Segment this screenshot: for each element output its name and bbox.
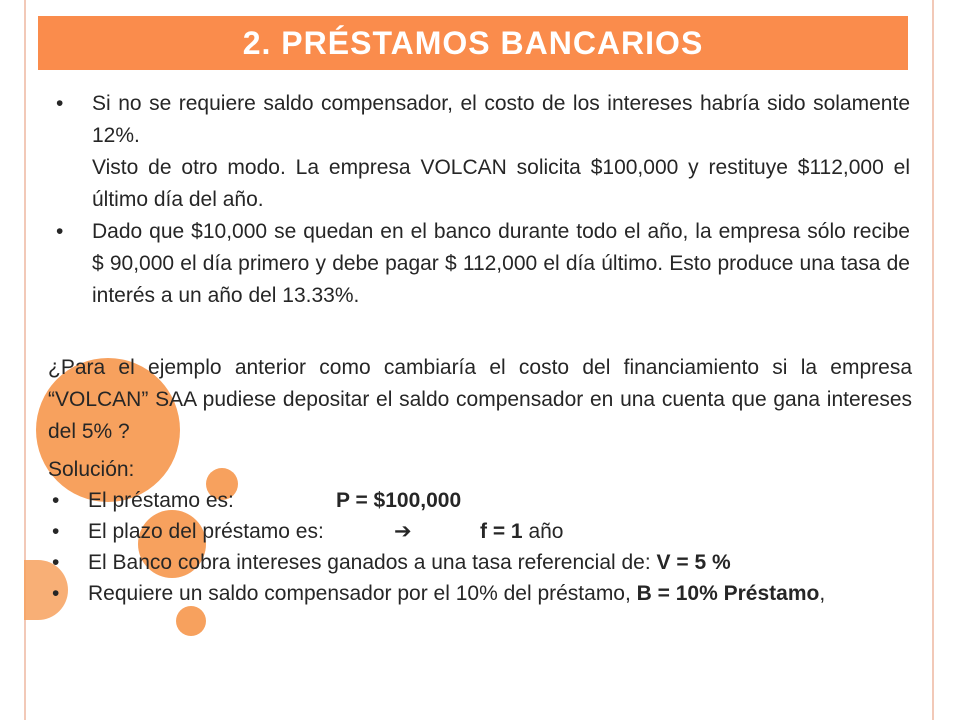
solution-item-loan <box>48 485 912 516</box>
solution-label: Requiere un saldo compensador por el 10% del préstamo, <box>88 582 637 605</box>
question-paragraph: ¿Para el ejemplo anterior como cambiaría el costo del financiamiento si la empresa “VOLCAN” SAA pudiese depositar el saldo compensador en una cuenta que gana intereses del 5% ? <box>48 356 912 443</box>
bullet-item-2 <box>48 216 910 312</box>
right-decorative-line <box>932 0 934 720</box>
solution-value: V = 5 % <box>656 551 731 574</box>
bullet-icon: • <box>56 92 64 115</box>
solution-heading: Solución: <box>48 458 135 481</box>
bullet-continuation: Visto de otro modo. La empresa VOLCAN solicita $100,000 y restituye $112,000 el último día del año. <box>92 156 910 211</box>
bullet-icon: • <box>52 489 60 512</box>
bullet-item-1 <box>48 88 910 216</box>
solution-value: B = 10% Préstamo <box>636 582 820 605</box>
bullet-icon: • <box>52 582 60 605</box>
solution-suffix: año <box>522 520 564 543</box>
solution-block <box>48 454 912 609</box>
main-content <box>48 88 910 312</box>
bullet-text: Dado que $10,000 se quedan en el banco durante todo el año, la empresa sólo recibe $ 90,000 el día primero y debe pagar $ 112,000 el día último. Esto produce una tasa de interés a un año del 13.33%. <box>92 220 910 307</box>
arrow-right-icon: ➔ <box>394 520 412 543</box>
solution-item-rate <box>48 547 912 578</box>
bullet-list <box>48 88 910 312</box>
bullet-text: Si no se requiere saldo compensador, el costo de los intereses habría sido solamente 12%. <box>92 92 910 147</box>
bullet-icon: • <box>52 551 60 574</box>
solution-label: El plazo del préstamo es: <box>88 520 324 543</box>
solution-label: El préstamo es: <box>88 489 234 512</box>
bullet-icon: • <box>52 520 60 543</box>
solution-label: El Banco cobra intereses ganados a una tasa referencial de: <box>88 551 657 574</box>
solution-value: f = 1 <box>480 520 523 543</box>
solution-item-balance <box>48 578 912 609</box>
title-bar <box>38 16 908 70</box>
solution-item-term <box>48 516 912 547</box>
solution-suffix: , <box>819 582 826 605</box>
solution-value: P = $100,000 <box>336 489 462 512</box>
bullet-icon: • <box>56 220 64 243</box>
decorative-circle-small-2 <box>176 606 206 636</box>
slide-title: 2. PRÉSTAMOS BANCARIOS <box>242 24 704 61</box>
